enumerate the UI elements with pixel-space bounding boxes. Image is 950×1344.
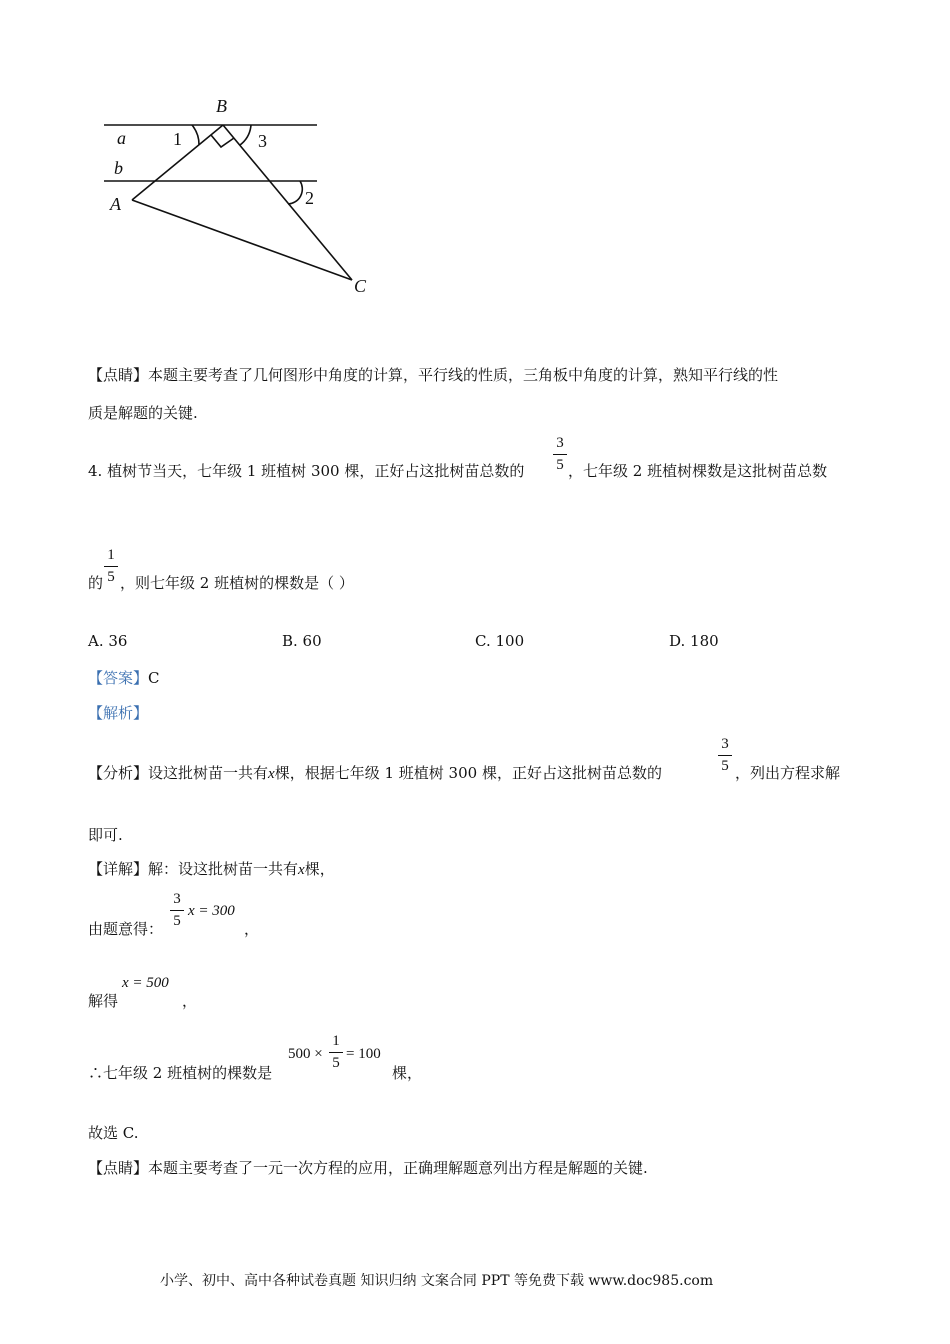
label-angle-1: 1 [173,129,182,149]
fenxi-line1 [88,762,662,783]
label-B: B [216,96,227,116]
detail-line1 [88,858,335,879]
question-text-part1: 植树节当天，七年级 1 班植树 300 棵，正好占这批树苗总数的 [107,462,525,480]
fenxi-fraction: 3 5 [718,737,732,774]
question-fraction-1: 3 5 [553,436,567,473]
geometry-figure [90,90,390,305]
angle-2-arc [288,181,302,204]
fenxi-var: x [268,766,275,782]
footer-text[interactable]: 小学、初中、高中各种试卷真题 知识归纳 文案合同 PPT 等免费下载 www.doc985.com [160,1273,714,1289]
choose-text: 故选 C. [88,1124,139,1142]
answer-value: C [148,669,160,687]
comment-text: 本题主要考查了一元一次方程的应用，正确理解题意列出方程是解题的关键. [148,1159,648,1177]
question-number: 4. [88,462,103,480]
label-A: A [110,194,121,214]
fenxi-text3: ，列出方程求解 [735,764,841,782]
question-text-part4: ，则七年级 2 班植树的棵数是（ ） [120,574,354,592]
label-b: b [114,158,123,178]
detail-tag: 【详解】 [88,860,149,878]
right-angle-mark [211,135,234,147]
option-c[interactable]: C. 100 [475,632,525,650]
question-text-part2: ，七年级 2 班植树棵数是这批树苗总数 [568,462,828,480]
prev-comment-text: 本题主要考查了几何图形中角度的计算，平行线的性质，三角板中角度的计算，熟知平行线的性 [148,366,779,384]
equation-rest: x = 300 [188,903,235,919]
solve-intro: 解得 [88,992,119,1010]
fenxi-text2: 棵，根据七年级 1 班植树 300 棵，正好占这批树苗总数的 [274,764,662,782]
equation-fraction: 3 5 [170,892,184,929]
calc-fraction: 1 5 [329,1034,343,1071]
solve-end: ， [182,992,198,1010]
prev-comment-line2: 质是解题的关键. [88,404,198,422]
comment-tag: 【点睛】 [88,1159,149,1177]
option-d[interactable]: D. 180 [669,632,719,650]
angle-3-arc [240,125,251,145]
angle-1-arc [192,125,199,145]
question-line1 [88,460,524,481]
option-a[interactable]: A. 36 [88,632,128,650]
calc-left: 500 × [288,1046,323,1062]
analysis-tag: 【解析】 [88,704,149,722]
option-b[interactable]: B. 60 [282,632,322,650]
fenxi-tag: 【分析】 [88,764,149,782]
detail-text1: 解：设这批树苗一共有 [148,860,299,878]
comment-line [88,1157,648,1178]
calc-right: = 100 [346,1046,381,1062]
solve-equation: x = 500 [122,975,169,991]
detail-text2: 棵， [304,860,335,878]
answer-line [88,667,160,688]
equation-intro: 由题意得： [88,920,164,938]
fenxi-text4: 即可. [88,826,123,844]
label-C: C [354,276,367,296]
label-angle-2: 2 [305,188,314,208]
calc-end: 棵， [392,1064,423,1082]
answer-tag: 【答案】 [88,669,149,687]
prev-comment-line1 [88,364,778,385]
question-fraction-2: 1 5 [104,548,118,585]
label-a: a [117,128,126,148]
detail-var: x [298,862,305,878]
question-text-part3: 的 [88,574,104,592]
therefore-text: ∴七年级 2 班植树的棵数是 [88,1064,273,1082]
equation-end: ， [244,920,260,938]
label-angle-3: 3 [258,131,267,151]
prev-comment-tag: 【点睛】 [88,366,149,384]
fenxi-text1: 设这批树苗一共有 [148,764,269,782]
